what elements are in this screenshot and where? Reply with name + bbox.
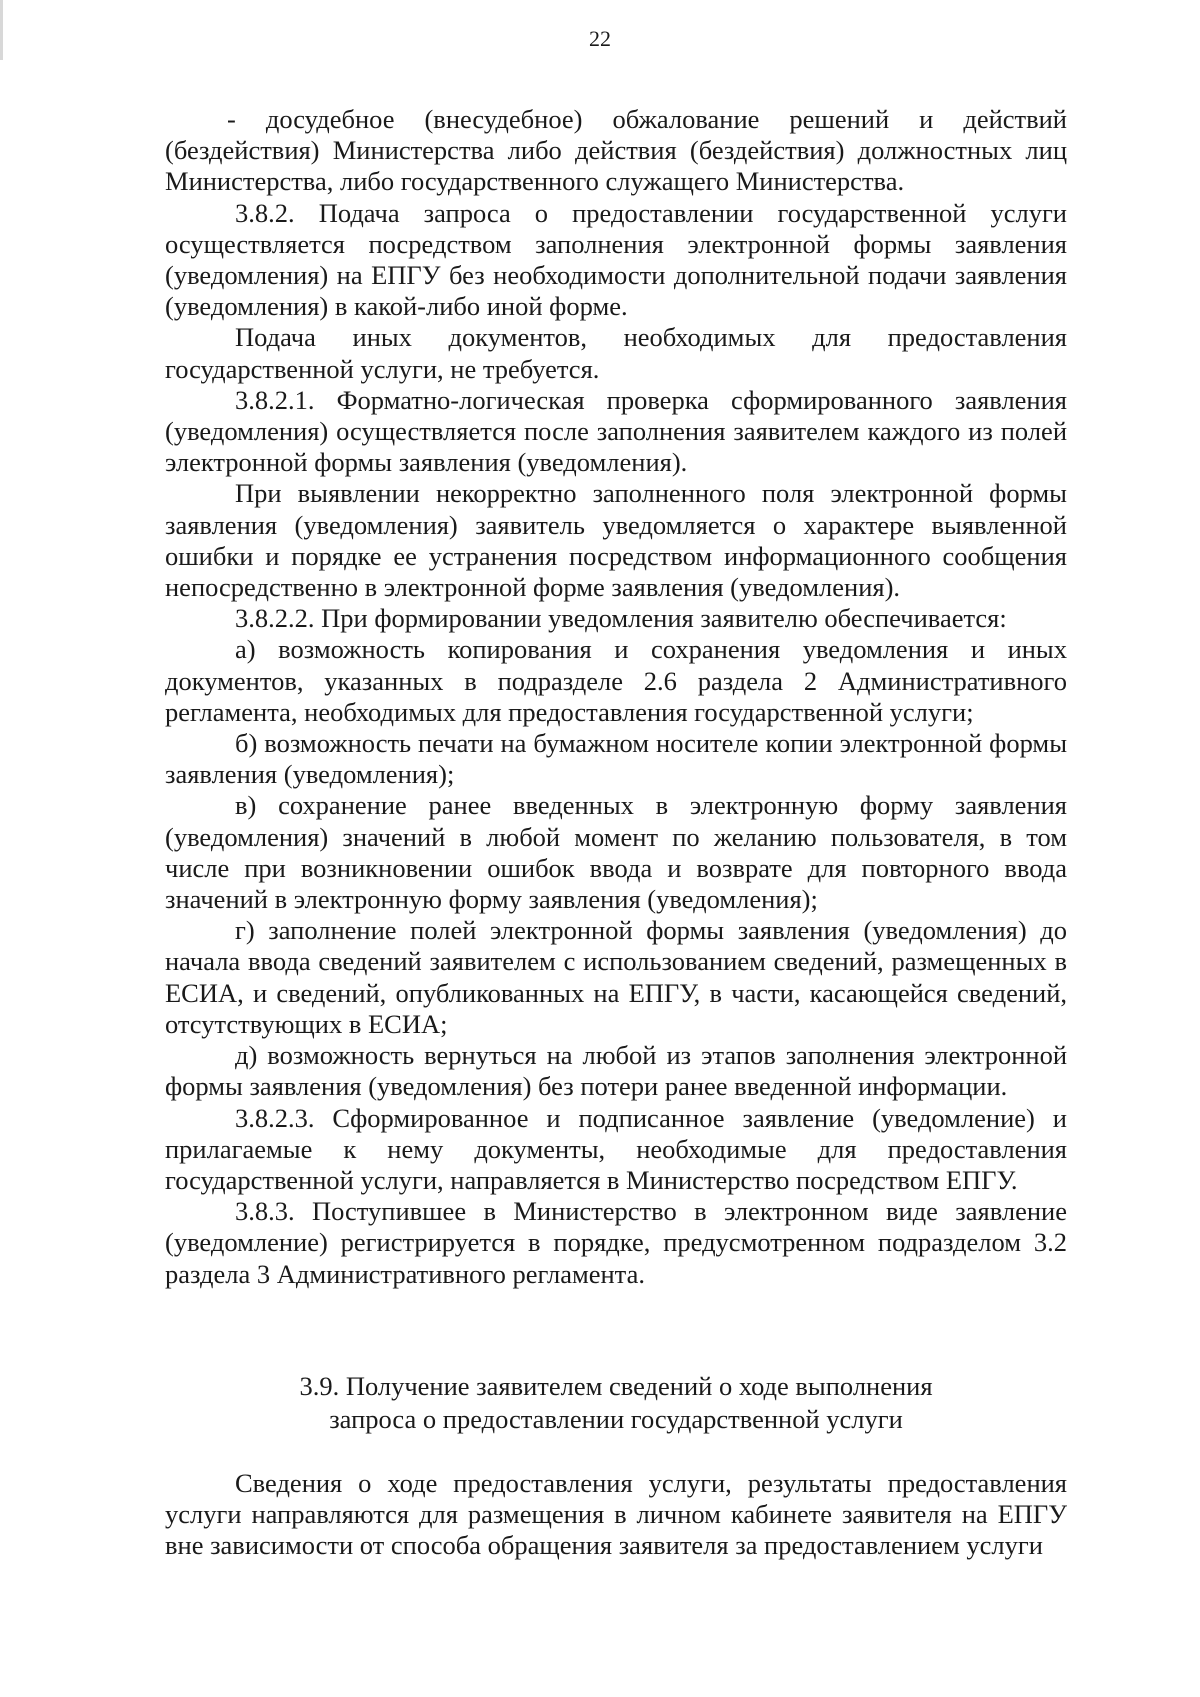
closing-text [165,1468,1067,1562]
section-heading-line-1: 3.9. Получение заявителем сведений о ходе выполнения [299,1371,933,1401]
paragraph-3-8-2-3: 3.8.2.3. Сформированное и подписанное заявление (уведомление) и прилагаемые к нему документы, необходимые для предоставления государственной услуги, направляется в Министерство посредством ЕПГУ. [165,1102,1067,1195]
paragraph-3-8-2-1: 3.8.2.1. Форматно-логическая проверка сформированного заявления (уведомления) осуществляется после заполнения заявителем каждого из полей электронной формы заявления (уведомления). [165,384,1067,478]
section-heading-line-2: запроса о предоставлении государственной услуги [329,1404,903,1434]
body-text [165,104,1067,1290]
list-item-d: д) возможность вернуться на любой из этапов заполнения электронной формы заявления (уведомления) без потери ранее введенной информации. [165,1040,1067,1102]
paragraph-other-documents: Подача иных документов, необходимых для предоставления государственной услуги, не требуется. [165,322,1067,384]
page-number: 22 [589,26,611,51]
paragraph-appeal: - досудебное (внесудебное) обжалование решений и действий (бездействия) Министерства либо действия (бездействия) должностных лиц Министерства, либо государственного служащего Министерства. [165,104,1067,197]
paragraph-3-8-2-2: 3.8.2.2. При формировании уведомления заявителю обеспечивается: [235,603,1007,634]
paragraph-error-notice: При выявлении некорректно заполненного поля электронной формы заявления (уведомления) заявитель уведомляется о характере выявленной ошибки и порядке ее устранения посредством информационного сообщения непосредственно в электронной форме заявления (уведомления). [165,478,1067,603]
list-item-b: б) возможность печати на бумажном носителе копии электронной формы заявления (уведомления); [165,728,1067,790]
paragraph-progress-info: Сведения о ходе предоставления услуги, результаты предоставления услуги направляются для размещения в личном кабинете заявителя на ЕПГУ вне зависимости от способа обращения заявителя за предоставлением услуги [165,1468,1067,1561]
list-item-g: г) заполнение полей электронной формы заявления (уведомления) до начала ввода сведений заявителем с использованием сведений, размещенных в ЕСИА, и сведений, опубликованных на ЕПГУ, в части, касающейся сведений, отсутствующих в ЕСИА; [165,915,1067,1039]
section-heading [165,1370,1067,1436]
paragraph-3-8-2: 3.8.2. Подача запроса о предоставлении государственной услуги осуществляется посредством заполнения электронной формы заявления (уведомления) на ЕПГУ без необходимости дополнительной подачи заявления (уведомления) в какой-либо иной форме. [165,197,1067,322]
list-item-a: а) возможность копирования и сохранения уведомления и иных документов, указанных в подразделе 2.6 раздела 2 Административного регламента, необходимых для предоставления государственной услуги; [165,634,1067,727]
list-item-v: в) сохранение ранее введенных в электронную форму заявления (уведомления) значений в любой момент по желанию пользователя, в том числе при возникновении ошибок ввода и возврате для повторного ввода значений в электронную форму заявления (уведомления); [165,790,1067,915]
paragraph-3-8-3: 3.8.3. Поступившее в Министерство в электронном виде заявление (уведомление) регистрируется в порядке, предусмотренном подразделом 3.2 раздела 3 Административного регламента. [165,1196,1067,1289]
